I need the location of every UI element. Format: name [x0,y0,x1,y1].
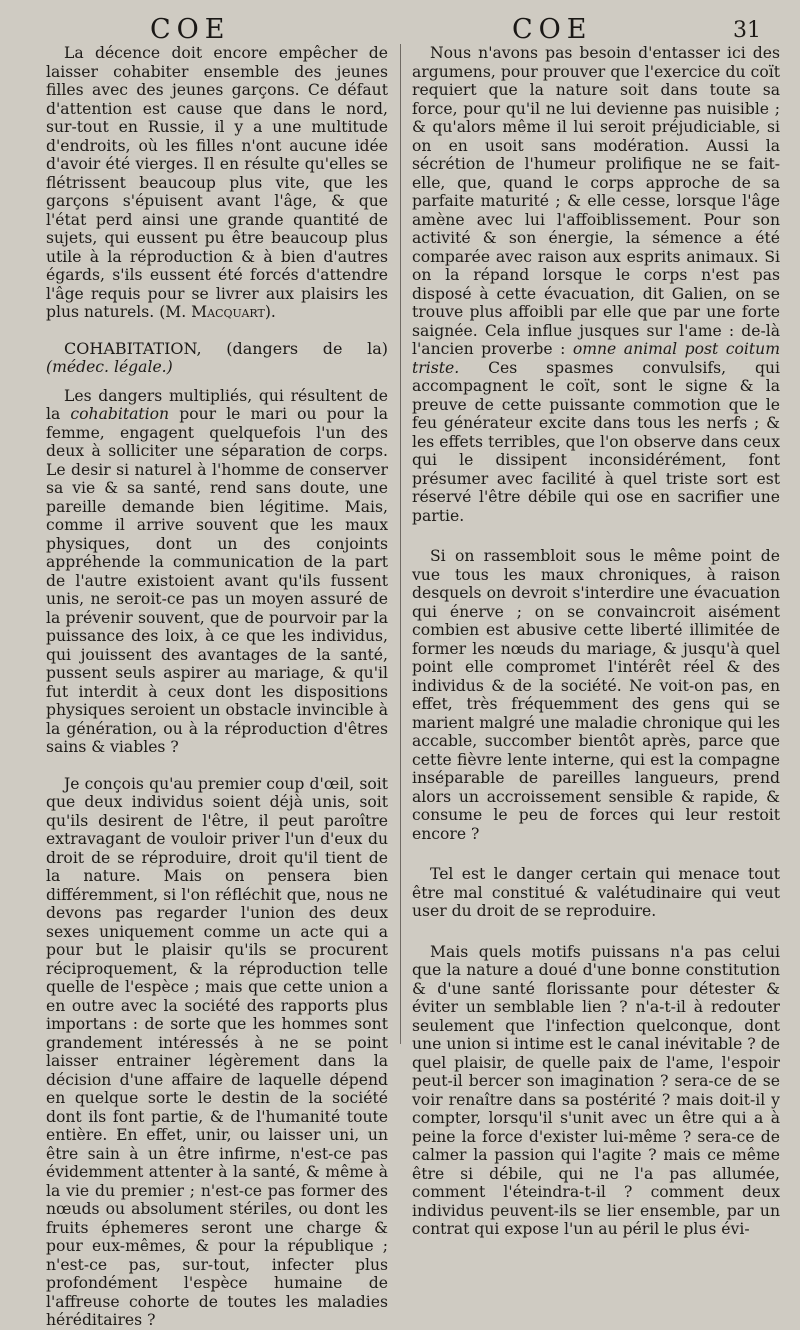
left-column [46,44,388,1330]
article-title: COHABITATION, (dangers de la) [64,338,388,358]
paragraph-maux-chroniques: Si on rassembloit sous le même point de vue tous les maux chroniques, à raison desquels on devroit s'interdire une évacuation qui énerve ; on se convaincroit aisément combien est abusive cette liberté illimitée de former les nœuds du mariage, & jusqu'à quel point elle compromet l'intérêt réel & des individus & de la société. Ne voit-on pas, en effet, très fréquemment des gens qui se marient malgré une maladie chronique qui les accable, succomber bientôt après, parce que cette fièvre lente interne, qui est la compagne inséparable de pareilles langueurs, prend alors un accroissement sensible & rapide, & consume le peu de forces qui leur restoit encore ? [412,547,780,843]
latin-proverb: omne animal post coitum triste. [412,340,780,377]
page-number: 31 [733,18,761,43]
paragraph-conception: Je conçois qu'au premier coup d'œil, soit que deux individus soient déjà unis, soit qu'ils desirent de l'être, il peut paroître extravagant de vouloir priver l'un d'eux du droit de se réproduire, droit qu'il tient de la nature. Mais on pensera bien différemment, si l'on réfléchit que, nous ne devons pas regarder l'union des deux sexes uniquement comme un acte qui a pour but le plaisir qu'ils se procurent réciproquement, & la réproduction telle quelle de l'espèce ; mais que cette union a en outre avec la société des rapports plus importans : de sorte que les hommes sont grandement intéressés à ne se point laisser entrainer légèrement dans la décision d'une affaire de laquelle dépend en quelque sorte le destin de la société dont ils font partie, & de l'humanité toute entière. En effet, unir, ou laisser uni, un être sain à un être infirme, n'est-ce pas évidemment attenter à la santé, & même à la vie du premier ; n'est-ce pas former des nœuds ou absolument stériles, ou dont les fruits éphemeres seront une charge & pour eux-mêmes, & pour la république ; n'est-ce pas, sur-tout, infecter plus profondément l'espèce humaine de l'affreuse cohorte de toutes les maladies héréditaires ? [46,774,388,1329]
right-column [412,44,780,1239]
running-header-left: COE [150,14,231,45]
article-subject: (médec. légale.) [46,358,173,376]
paragraph-macquart: La décence doit encore empêcher de laisser cohabiter ensemble des jeunes filles avec des jeunes garçons. Ce défaut d'attention est cause que dans le nord, sur-tout en Russie, il y a une multitude d'endroits, où les filles n'ont aucune idée d'avoir été vierges. Il en résulte qu'elles se flétrissent beaucoup plus vite, que les garçons s'épuisent avant l'âge, & que l'état perd ainsi une grande quantité de sujets, qui eussent pu être beaucoup plus utile à la réproduction & à bien d'autres égards, s'ils eussent été forcés d'attendre l'âge requis pour se livrer aux plaisirs les plus naturels. (M. Macquart). [46,44,388,321]
article-heading [46,340,388,377]
column-divider [400,44,401,1044]
running-header-right: COE [512,14,593,45]
paragraph-coit: Nous n'avons pas besoin d'entasser ici des argumens, pour prouver que l'exercice du coït requiert que la nature soit dans toute sa force, pour qu'il ne lui devienne pas nuisible ; & qu'alors même il lui seroit préjudiciable, si on en usoit sans modération. Aussi la sécrétion de l'humeur prolifique ne se fait-elle, que, quand le corps approche de sa parfaite maturité ; & elle cesse, lorsque l'âge amène avec lui l'affoiblissement. Pour son activité & son énergie, la sémence a été comparée avec raison aux esprits animaux. Si on la répand lorsque le corps n'est pas disposé à cette évacuation, dit Galien, on se trouve plus affoibli par elle que par une forte saignée. Cela influe jusques sur l'ame : de-là l'ancien proverbe : omne animal post coitum triste. Ces spasmes convulsifs, qui accompagnent le coït, sont le signe & la preuve de cette puissante commotion que le feu générateur excite dans tous les nerfs ; & les effets terribles, que l'on observe dans ceux qui le dissipent inconsidérément, font présumer avec facilité à quel triste sort est réservé l'être débile qui ose en sacrifier une partie. [412,44,780,525]
author-citation: M. Macquart [165,303,265,321]
paragraph-dangers: Les dangers multipliés, qui résultent de la cohabitation pour le mari ou pour la femme, engagent quelquefois l'un des deux à solliciter une séparation de corps. Le desir si naturel à l'homme de conserver sa vie & sa santé, rend sans doute, une pareille demande bien légitime. Mais, comme il arrive souvent que les maux physiques, dont un des conjoints appréhende la communication de la part de l'autre existoient avant qu'ils fussent unis, ne seroit-ce pas un moyen assuré de la prévenir souvent, que de pourvoir par la puissance des loix, à ce que les individus, qui jouissent des avantages de la santé, pussent seuls aspirer au mariage, & qu'il fut interdit à ceux dont les dispositions physiques seroient un obstacle invincible à la génération, ou à la réproduction d'êtres sains & viables ? [46,386,388,756]
paragraph-danger-certain: Tel est le danger certain qui menace tout être mal constitué & valétudinaire qui veut user du droit de se reproduire. [412,865,780,920]
paragraph-motifs: Mais quels motifs puissans n'a pas celui que la nature a doué d'une bonne constitution & d'une santé florissante pour détester & éviter un semblable lien ? n'a-t-il à redouter seulement que l'infection quelconque, dont une union si intime est le canal inévitable ? de quel plaisir, de quelle paix de l'ame, l'espoir peut-il bercer son imagination ? sera-ce de se voir renaître dans sa postérité ? mais doit-il y compter, lorsqu'il s'unit avec un être qui a à peine la force d'exister lui-même ? sera-ce de calmer la passion qui l'agite ? mais ce même être si débile, qui ne l'a pas allumée, comment l'éteindra-t-il ? comment deux individus peuvent-ils se lier ensemble, par un contrat qui expose l'un au péril le plus évi- [412,942,780,1238]
